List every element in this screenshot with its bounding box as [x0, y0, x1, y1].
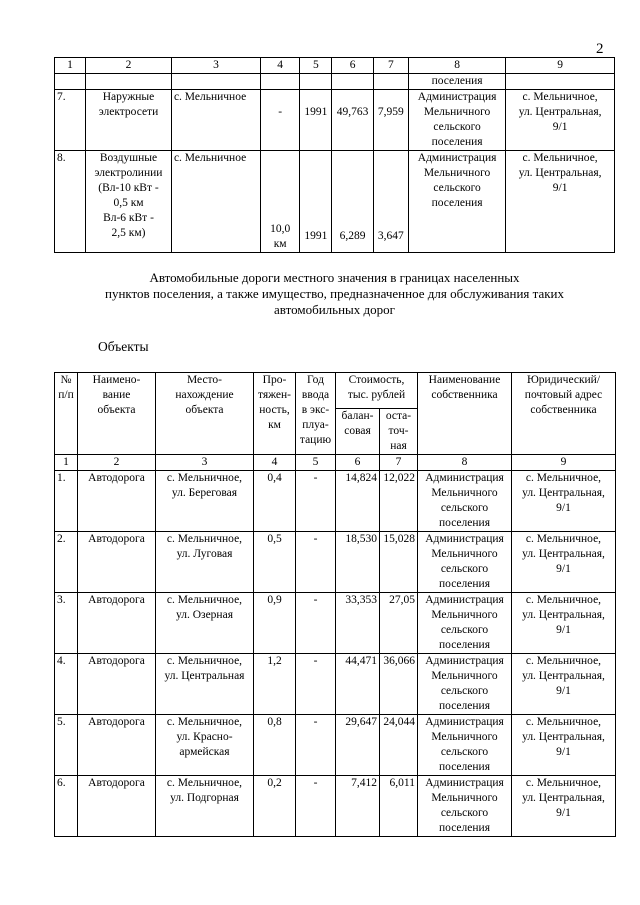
row-number: 8.	[55, 151, 86, 253]
line: сельского	[440, 685, 489, 697]
line: ул. Центральная	[164, 670, 245, 682]
line: с. Мельничное,	[525, 533, 602, 545]
col-index: 2	[86, 58, 172, 74]
line: поселения	[439, 639, 490, 651]
line: Мельничного	[431, 548, 498, 560]
balance-value: 18,530	[336, 532, 380, 593]
cell	[171, 74, 260, 90]
line: поселения	[439, 517, 490, 529]
owner	[408, 151, 505, 253]
line: армейская	[179, 746, 230, 758]
caption-line: автомобильных дорог	[274, 302, 395, 317]
owner-cell: поселения	[408, 74, 505, 90]
line: в экс-	[301, 404, 330, 416]
year: -	[296, 654, 336, 715]
line: объекта	[185, 404, 224, 416]
header-balance	[336, 409, 380, 455]
line: 9/1	[556, 563, 571, 575]
residual-value: 3,647	[373, 151, 408, 253]
line: ул. Центральная,	[518, 106, 602, 118]
line: сельского	[440, 502, 489, 514]
line: с. Мельничное,	[525, 655, 602, 667]
row-number: 3.	[55, 593, 78, 654]
col-index: 6	[336, 455, 380, 471]
balance-value: 6,289	[332, 151, 373, 253]
owner-address	[512, 471, 616, 532]
year: 1991	[300, 151, 332, 253]
line: с. Мельничное,	[525, 777, 602, 789]
cell	[300, 74, 332, 90]
line: ул. Озерная	[176, 609, 233, 621]
line: ул. Центральная,	[518, 167, 602, 179]
line: (Вл-10 кВт -	[98, 182, 159, 194]
length: 0,2	[254, 776, 296, 837]
location	[156, 593, 254, 654]
col-index: 9	[512, 455, 616, 471]
index-row	[55, 58, 615, 74]
col-index: 3	[171, 58, 260, 74]
line: ность,	[259, 404, 290, 416]
col-index: 8	[408, 58, 505, 74]
line: с. Мельничное,	[166, 777, 243, 789]
object-name: Автодорога	[78, 654, 156, 715]
line: Мельничного	[423, 106, 491, 118]
table-row	[55, 715, 616, 776]
line: п/п	[58, 389, 74, 401]
row-number: 6.	[55, 776, 78, 837]
balance-value: 44,471	[336, 654, 380, 715]
owner	[418, 471, 512, 532]
line: собственника	[530, 404, 597, 416]
line: поселения	[431, 197, 483, 209]
line: с. Мельничное,	[525, 472, 602, 484]
cell	[86, 74, 172, 90]
line: поселения	[439, 761, 490, 773]
location: с. Мельничное	[171, 90, 260, 151]
owner	[408, 90, 505, 151]
line: сельского	[440, 563, 489, 575]
line: ул. Центральная,	[522, 548, 605, 560]
line: Год	[307, 374, 324, 386]
cell	[373, 74, 408, 90]
line: км	[273, 238, 287, 250]
header-length	[254, 373, 296, 455]
line: поселения	[439, 822, 490, 834]
line: с. Мельничное,	[166, 655, 243, 667]
year: -	[296, 776, 336, 837]
cell	[55, 74, 86, 90]
line: Мельничного	[431, 731, 498, 743]
residual-value: 6,011	[380, 776, 418, 837]
owner	[418, 715, 512, 776]
row-number: 4.	[55, 654, 78, 715]
location	[156, 654, 254, 715]
section-caption	[54, 270, 615, 318]
year: -	[296, 593, 336, 654]
line: сельского	[433, 182, 481, 194]
roads-body	[55, 471, 616, 837]
line: балан-	[341, 410, 374, 422]
line: Мельничного	[431, 670, 498, 682]
cell	[506, 74, 615, 90]
line: поселения	[439, 700, 490, 712]
table-row	[55, 593, 616, 654]
line: сельского	[440, 624, 489, 636]
owner-address	[506, 151, 615, 253]
line: с. Мельничное,	[522, 91, 598, 103]
line: ная	[390, 440, 407, 452]
line: поселения	[431, 136, 483, 148]
line: ул. Береговая	[171, 487, 238, 499]
location	[156, 532, 254, 593]
line: Наружные	[102, 91, 155, 103]
subheading: Объекты	[98, 339, 149, 354]
line: 9/1	[552, 182, 568, 194]
header-num	[55, 373, 78, 455]
table-row	[55, 654, 616, 715]
header-location	[156, 373, 254, 455]
location	[156, 471, 254, 532]
line: 0,5 км	[113, 197, 144, 209]
header-row	[55, 373, 616, 409]
length: 0,8	[254, 715, 296, 776]
caption-line: Автомобильные дороги местного значения в границах населенных	[149, 270, 520, 285]
line: 9/1	[556, 685, 571, 697]
line: Стоимость,	[348, 374, 405, 386]
line: тацию	[299, 434, 332, 446]
line: Про-	[262, 374, 287, 386]
line: Мельничного	[423, 167, 491, 179]
object-name: Автодорога	[78, 471, 156, 532]
location	[156, 715, 254, 776]
header-residual	[380, 409, 418, 455]
line: точ-	[388, 425, 409, 437]
index-row	[55, 455, 616, 471]
line: с. Мельничное,	[166, 533, 243, 545]
line: оста-	[385, 410, 412, 422]
length: 0,5	[254, 532, 296, 593]
line: Администрация	[425, 533, 504, 545]
col-index: 4	[254, 455, 296, 471]
line: электролинии	[94, 167, 163, 179]
row-number: 2.	[55, 532, 78, 593]
roads-table	[54, 372, 616, 837]
line: Администрация	[425, 594, 504, 606]
line: нахождение	[175, 389, 234, 401]
line: ввода	[301, 389, 330, 401]
balance-value: 7,412	[336, 776, 380, 837]
header-name	[78, 373, 156, 455]
col-index: 4	[260, 58, 299, 74]
line: 9/1	[552, 121, 568, 133]
col-index: 5	[296, 455, 336, 471]
line: Администрация	[417, 152, 497, 164]
line: с. Мельничное,	[525, 716, 602, 728]
caption-line: пунктов поселения, а также имущество, предназначенное для обслуживания таких	[104, 286, 565, 301]
line: с. Мельничное,	[166, 716, 243, 728]
owner	[418, 654, 512, 715]
line: 9/1	[556, 624, 571, 636]
table-row	[55, 471, 616, 532]
owner	[418, 776, 512, 837]
owner	[418, 593, 512, 654]
line: км	[268, 419, 281, 431]
length: 0,9	[254, 593, 296, 654]
line: 10,0	[270, 223, 291, 235]
owner-address	[512, 593, 616, 654]
line: ул. Центральная,	[522, 487, 605, 499]
line: Юридический/	[526, 374, 601, 386]
location: с. Мельничное	[171, 151, 260, 253]
line: с. Мельничное,	[525, 594, 602, 606]
col-index: 1	[55, 455, 78, 471]
line: ул. Центральная,	[522, 609, 605, 621]
owner-address	[512, 532, 616, 593]
line: ул. Подгорная	[170, 792, 239, 804]
line: Наимено-	[92, 374, 141, 386]
balance-value: 14,824	[336, 471, 380, 532]
line: Место-	[186, 374, 223, 386]
col-index: 1	[55, 58, 86, 74]
table-row	[55, 532, 616, 593]
cell	[332, 74, 373, 90]
line: почтовый адрес	[524, 389, 603, 401]
line: 9/1	[556, 746, 571, 758]
line: с. Мельничное,	[166, 472, 243, 484]
line: 9/1	[556, 807, 571, 819]
line: Администрация	[425, 655, 504, 667]
line: Администрация	[417, 91, 497, 103]
line: сельского	[433, 121, 481, 133]
continuation-row	[55, 74, 615, 90]
col-index: 3	[156, 455, 254, 471]
line: плуа-	[302, 419, 329, 431]
line: ул. Луговая	[176, 548, 233, 560]
length: -	[260, 90, 299, 151]
line: с. Мельничное,	[166, 594, 243, 606]
page-number: 2	[596, 41, 604, 57]
line: ул. Центральная,	[522, 670, 605, 682]
residual-value: 24,044	[380, 715, 418, 776]
line: Администрация	[425, 716, 504, 728]
header-cost	[336, 373, 418, 409]
table-row	[55, 776, 616, 837]
header-year	[296, 373, 336, 455]
year: 1991	[300, 90, 332, 151]
length: 0,4	[254, 471, 296, 532]
residual-value: 27,05	[380, 593, 418, 654]
line: 2,5 км)	[111, 227, 146, 239]
row-number: 1.	[55, 471, 78, 532]
line: Вл-6 кВт -	[103, 212, 154, 224]
year: -	[296, 532, 336, 593]
cell	[260, 74, 299, 90]
col-index: 2	[78, 455, 156, 471]
object-name	[86, 151, 172, 253]
year: -	[296, 715, 336, 776]
col-index: 8	[418, 455, 512, 471]
line: ул. Центральная,	[522, 731, 605, 743]
line: Мельничного	[431, 609, 498, 621]
line: Администрация	[425, 777, 504, 789]
object-name: Автодорога	[78, 715, 156, 776]
line: Наименование	[428, 374, 501, 386]
row-number: 5.	[55, 715, 78, 776]
line: электросети	[98, 106, 159, 118]
col-index: 7	[373, 58, 408, 74]
header-address	[512, 373, 616, 455]
col-index: 6	[332, 58, 373, 74]
line: Мельничного	[431, 792, 498, 804]
object-name: Автодорога	[78, 593, 156, 654]
object-name: Автодорога	[78, 776, 156, 837]
header-owner	[418, 373, 512, 455]
line: Воздушные	[99, 152, 158, 164]
owner-address	[506, 90, 615, 151]
line: совая	[344, 425, 371, 437]
year: -	[296, 471, 336, 532]
col-index: 5	[300, 58, 332, 74]
line: тыс. рублей	[347, 389, 406, 401]
line: тяжен-	[257, 389, 292, 401]
col-index: 9	[506, 58, 615, 74]
object-name: Автодорога	[78, 532, 156, 593]
owner-address	[512, 715, 616, 776]
object-name	[86, 90, 172, 151]
line: сельского	[440, 807, 489, 819]
residual-value: 12,022	[380, 471, 418, 532]
line: 9/1	[556, 502, 571, 514]
line: №	[60, 374, 72, 386]
line: вание	[102, 389, 131, 401]
owner-address	[512, 776, 616, 837]
length	[260, 151, 299, 253]
col-index: 7	[380, 455, 418, 471]
line: Мельничного	[431, 487, 498, 499]
location	[156, 776, 254, 837]
line: поселения	[439, 578, 490, 590]
length: 1,2	[254, 654, 296, 715]
row-number: 7.	[55, 90, 86, 151]
line: ул. Красно-	[176, 731, 233, 743]
line: сельского	[440, 746, 489, 758]
residual-value: 36,066	[380, 654, 418, 715]
line: собственника	[431, 389, 498, 401]
balance-value: 49,763	[332, 90, 373, 151]
owner	[418, 532, 512, 593]
utilities-table	[54, 57, 615, 253]
owner-address	[512, 654, 616, 715]
line: объекта	[97, 404, 136, 416]
line: ул. Центральная,	[522, 792, 605, 804]
line: Администрация	[425, 472, 504, 484]
table-row	[55, 90, 615, 151]
line: с. Мельничное,	[522, 152, 598, 164]
residual-value: 15,028	[380, 532, 418, 593]
table-row	[55, 151, 615, 253]
residual-value: 7,959	[373, 90, 408, 151]
balance-value: 29,647	[336, 715, 380, 776]
balance-value: 33,353	[336, 593, 380, 654]
